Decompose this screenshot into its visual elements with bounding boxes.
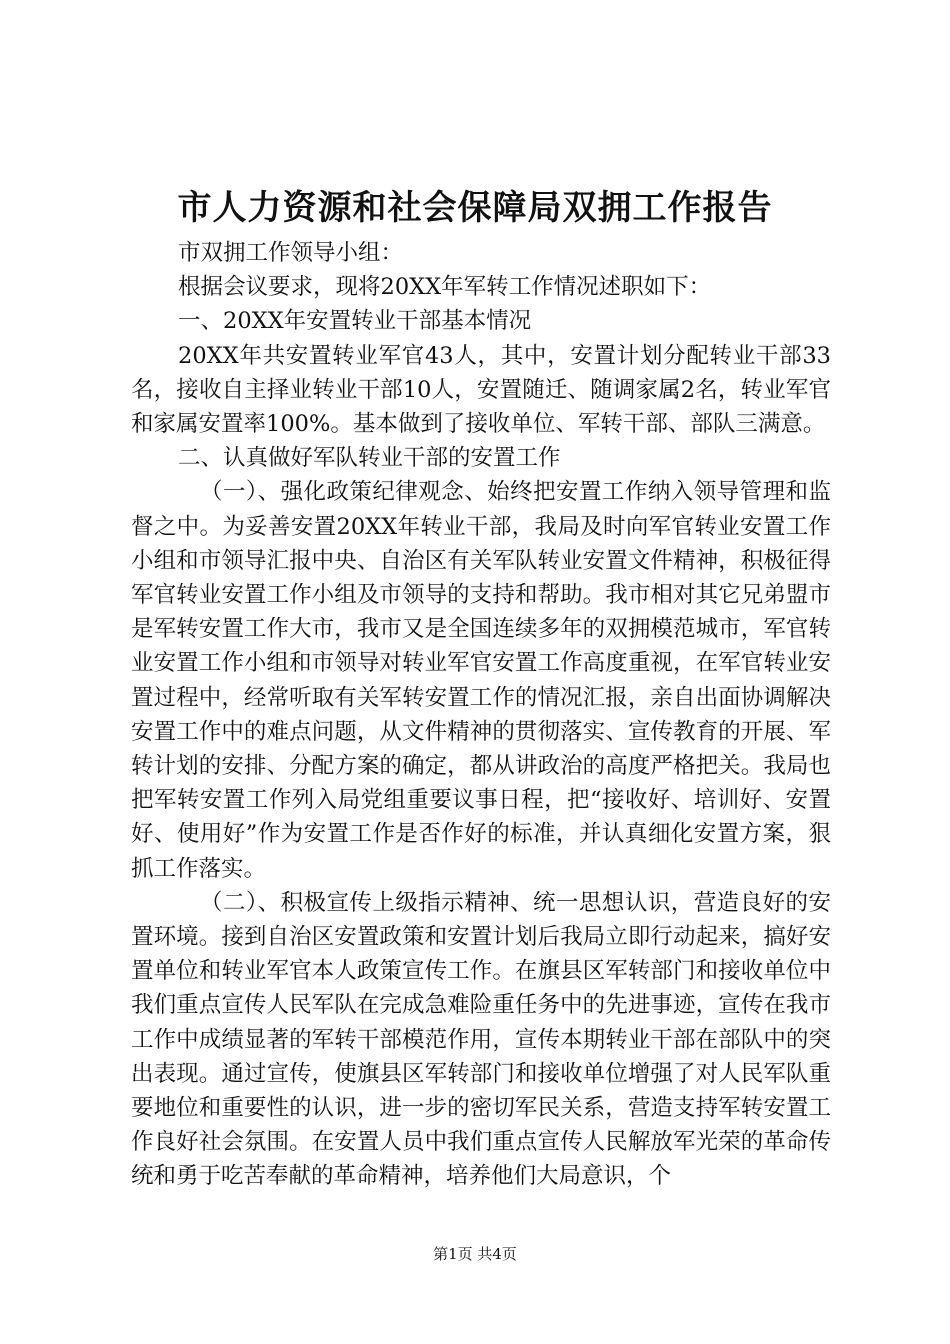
subsection-2-paragraph: （二）、积极宣传上级指示精神、统一思想认识，营造良好的安置环境。接到自治区安置政策和安置计划后我局立即行动起来，搞好安置单位和转业军官本人政策宣传工作。在旗县区军转部门和接收单位中我们重点宣传人民军队在完成急难险重任务中的先进事迹，宣传在我市工作中成绩显著的军转干部模范作用，宣传本期转业干部在部队中的突出表现。通过宣传，使旗县区军转部门和接收单位增强了对人民军队重要地位和重要性的认识，进一步的密切军民关系，营造支持军转安置工作良好社会氛围。在安置人员中我们重点宣传人民解放军光荣的革命传统和勇于吃苦奉献的革命精神，培养他们大局意识，个 [131,889,831,1190]
document-title: 市人力资源和社会保障局双拥工作报告 [177,188,773,228]
page-number-footer: 第1页 共4页 [433,1245,517,1263]
section-heading-1: 一、20XX年安置转业干部基本情况 [178,308,532,335]
section-1-paragraph: 20XX年共安置转业军官43人，其中，安置计划分配转业干部33名，接收自主择业转业干部10人，安置随迁、随调家属2名，转业军官和家属安置率100%。基本做到了接收单位、军转干部、部队三满意。 [131,342,831,438]
subsection-1-paragraph: （一）、强化政策纪律观念、始终把安置工作纳入领导管理和监督之中。为妥善安置20XX年转业干部，我局及时向军官转业安置工作小组和市领导汇报中央、自治区有关军队转业安置文件精神，积极征得军官转业安置工作小组及市领导的支持和帮助。我市相对其它兄弟盟市是军转安置工作大市，我市又是全国连续多年的双拥模范城市，军官转业安置工作小组和市领导对转业军官安置工作高度重视，在军官转业安置过程中，经常听取有关军转安置工作的情况汇报，亲自出面协调解决安置工作中的难点问题，从文件精神的贯彻落实、宣传教育的开展、军转计划的安排、分配方案的确定，都从讲政治的高度严格把关。我局也把军转安置工作列入局党组重要议事日程，把“接收好、培训好、安置好、使用好”作为安置工作是否作好的标准，并认真细化安置方案，狠抓工作落实。 [131,479,831,882]
salutation-paragraph: 市双拥工作领导小组： [178,240,404,266]
section-heading-2: 二、认真做好军队转业干部的安置工作 [178,445,561,472]
intro-paragraph: 根据会议要求，现将20XX年军转工作情况述职如下： [178,274,712,301]
document-body [131,236,831,1194]
